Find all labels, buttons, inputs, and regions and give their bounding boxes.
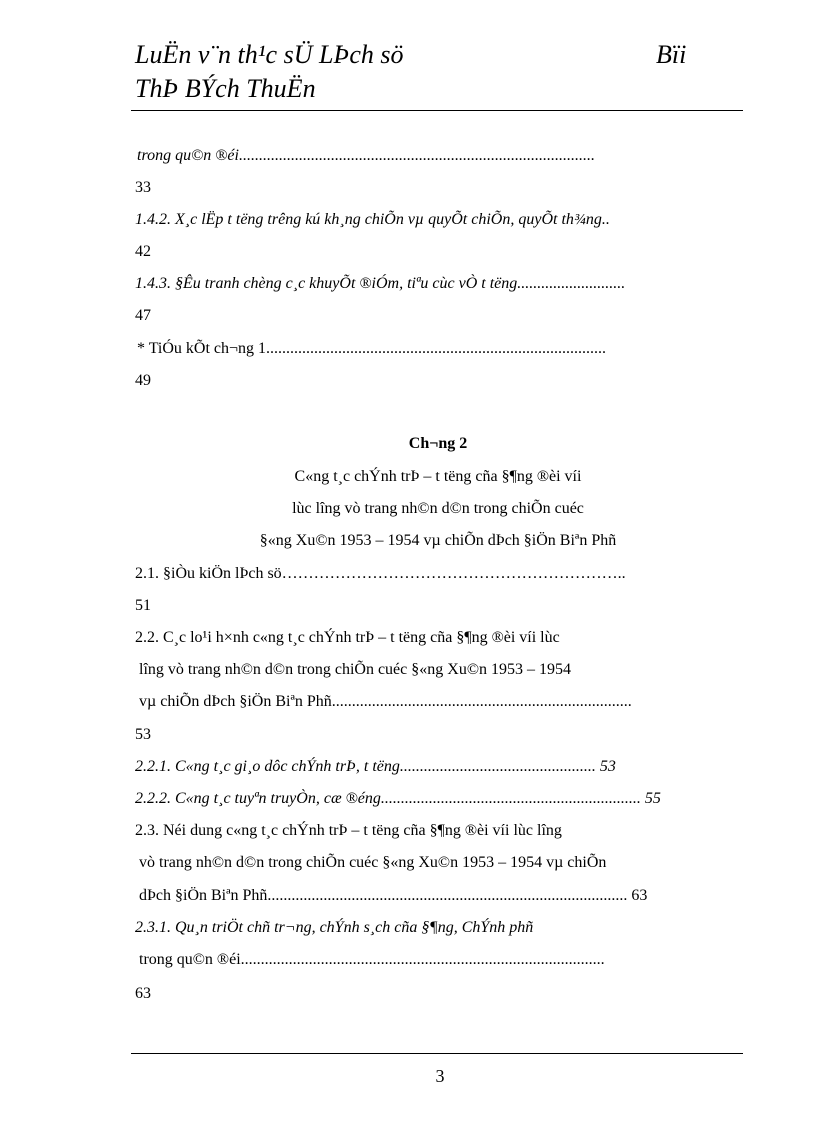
page-number: 3 [435, 1066, 445, 1086]
toc-line: 2.3. Néi dung c«ng t¸c chÝnh trÞ – t tëng cña §¶ng ®èi víi lùc lîng [135, 822, 562, 839]
toc-line: vµ chiÕn dÞch §iÖn Biªn Phñ........................................................................... [139, 693, 632, 710]
toc-line: vò trang nh©n d©n trong chiÕn cuéc §«ng Xu©n 1953 – 1954 vµ chiÕn [139, 854, 607, 871]
chapter-title: C«ng t¸c chÝnh trÞ – t tëng cña §¶ng ®èi víi [294, 468, 582, 485]
toc-line: trong qu©n ®éi........................................................................................... [139, 951, 605, 968]
toc-line: 2.2.2. C«ng t¸c tuyªn truyÒn, cæ ®éng................................................................. 55 [135, 790, 661, 807]
toc-line: * TiÓu kÕt ch¬ng 1..................................................................................... [137, 340, 607, 357]
chapter-heading: Ch¬ng 2 [408, 435, 468, 452]
toc-line: 2.1. §iÒu kiÖn lÞch sö……………………………………………………….. [135, 565, 626, 582]
header-author-first: Bïi [656, 40, 687, 69]
toc-line: 2.2.1. C«ng t¸c gi¸o dôc chÝnh trÞ, t tëng................................................. 53 [135, 758, 616, 775]
toc-line: 2.2. C¸c lo¹i h×nh c«ng t¸c chÝnh trÞ – t tëng cña §¶ng ®èi víi lùc [135, 629, 560, 646]
toc-page: 63 [135, 985, 151, 1002]
chapter-title: §«ng Xu©n 1953 – 1954 vµ chiÕn dÞch §iÖn Biªn Phñ [259, 532, 617, 549]
toc-page: 49 [135, 372, 151, 389]
toc-line: 2.3.1. Qu¸n triÖt chñ tr¬ng, chÝnh s¸ch cña §¶ng, ChÝnh phñ [135, 919, 534, 936]
toc-line: 1.4.3. §Êu tranh chèng c¸c khuyÕt ®iÓm, tiªu cùc vÒ t tëng........................... [135, 275, 626, 292]
chapter-title: lùc lîng vò trang nh©n d©n trong chiÕn cuéc [292, 500, 584, 517]
footer-rule [131, 1053, 743, 1054]
toc-page: 42 [135, 243, 151, 260]
toc-page: 33 [135, 179, 151, 196]
toc-line: trong qu©n ®éi......................................................................................... [137, 147, 595, 164]
header-author-rest: ThÞ BÝch ThuËn [135, 74, 316, 103]
header-title: LuËn v¨n th¹c sÜ LÞch sö [135, 40, 404, 69]
toc-page: 51 [135, 597, 151, 614]
toc-line: lîng vò trang nh©n d©n trong chiÕn cuéc §«ng Xu©n 1953 – 1954 [139, 661, 571, 678]
header-rule [131, 110, 743, 111]
toc-line: dÞch §iÖn Biªn Phñ.......................................................................................... 63 [139, 887, 648, 904]
toc-line: 1.4.2. X¸c lËp t tëng trêng kú kh¸ng chiÕn vµ quyÕt chiÕn, quyÕt th¾ng.. [135, 211, 610, 228]
toc-page: 47 [135, 307, 151, 324]
toc-page: 53 [135, 726, 151, 743]
